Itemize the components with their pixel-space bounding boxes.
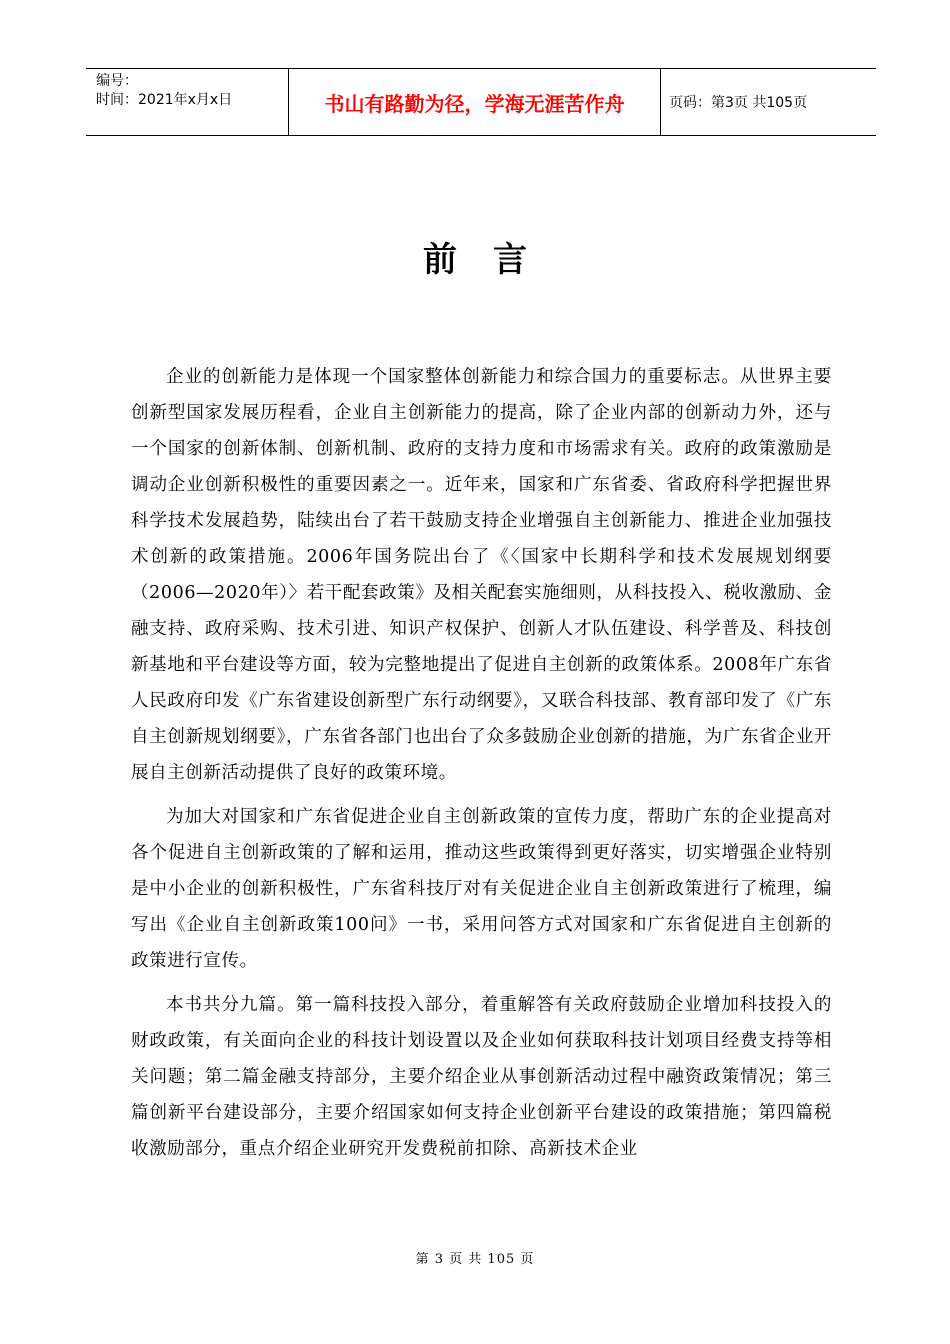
header-meta — [86, 69, 288, 135]
paragraph: 企业的创新能力是体现一个国家整体创新能力和综合国力的重要标志。从世界主要创新型国家发展历程看，企业自主创新能力的提高，除了企业内部的创新动力外，还与一个国家的创新体制、创新机制、政府的支持力度和市场需求有关。政府的政策激励是调动企业创新积极性的重要因素之一。近年来，国家和广东省委、省政府科学把握世界科学技术发展趋势，陆续出台了若干鼓励支持企业增强自主创新能力、推进企业加强技术创新的政策措施。2006年国务院出台了《〈国家中长期科学和技术发展规划纲要（2006—2020年）〉若干配套政策》及相关配套实施细则，从科技投入、税收激励、金融支持、政府采购、技术引进、知识产权保护、创新人才队伍建设、科学普及、科技创新基地和平台建设等方面，较为完整地提出了促进自主创新的政策体系。2008年广东省人民政府印发《广东省建设创新型广东行动纲要》，又联合科技部、教育部印发了《广东自主创新规划纲要》，广东省各部门也出台了众多鼓励企业创新的措施，为广东省企业开展自主创新活动提供了良好的政策环境。 — [131, 367, 832, 783]
body-text — [131, 359, 832, 1175]
page-header — [86, 68, 876, 136]
header-motto: 书山有路勤为径，学海无涯苦作舟 — [288, 69, 661, 135]
page-title: 前言 — [423, 240, 563, 280]
page-footer: 第 3 页 共 105 页 — [415, 1252, 535, 1267]
time-label: 时间：2021年x月x日 — [96, 92, 233, 108]
paragraph: 本书共分九篇。第一篇科技投入部分，着重解答有关政府鼓励企业增加科技投入的财政政策，有关面向企业的科技计划设置以及企业如何获取科技计划项目经费支持等相关问题；第二篇金融支持部分，主要介绍企业从事创新活动过程中融资政策情况；第三篇创新平台建设部分，主要介绍国家如何支持企业创新平台建设的政策措施；第四篇税收激励部分，重点介绍企业研究开发费税前扣除、高新技术企业 — [131, 995, 832, 1159]
paragraph: 为加大对国家和广东省促进企业自主创新政策的宣传力度，帮助广东的企业提高对各个促进自主创新政策的了解和运用，推动这些政策得到更好落实，切实增强企业特别是中小企业的创新积极性，广东省科技厅对有关促进企业自主创新政策进行了梳理，编写出《企业自主创新政策100问》一书，采用问答方式对国家和广东省促进自主创新的政策进行宣传。 — [131, 807, 832, 971]
header-page-info: 页码：第3页 共105页 — [669, 95, 808, 111]
number-label: 编号： — [96, 73, 138, 89]
